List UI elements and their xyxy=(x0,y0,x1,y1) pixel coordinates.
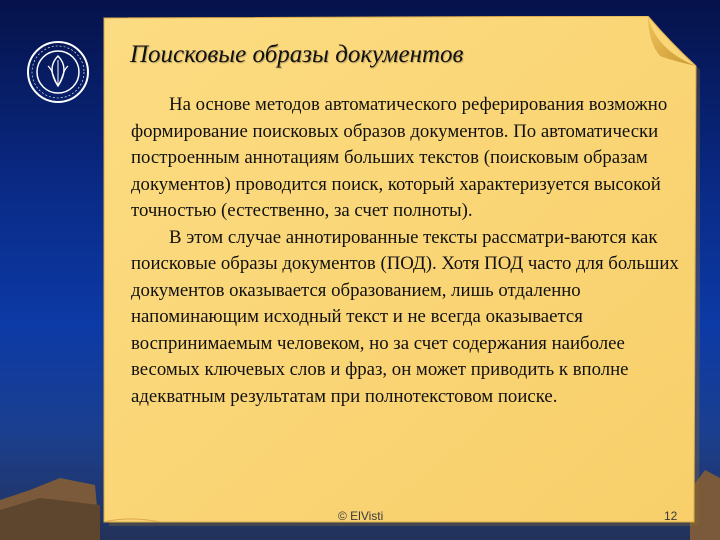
footer-copyright: © ElVisti xyxy=(338,509,384,523)
paragraph-1: На основе методов автоматического реферирования возможно формирование поисковых образов документов. По автоматически построенным аннотациям больших текстов (поисковым образам документов) проводится поиск, который характеризуется высокой точностью (естественно, за счет полноты). xyxy=(131,94,668,221)
page-number: 12 xyxy=(664,509,678,523)
university-seal-icon xyxy=(26,40,90,104)
paragraph-2: В этом случае аннотированные тексты рассматри-ваются как поисковые образы документов (ПОД). Хотя ПОД часто для больших документов оказывается образованием, лишь отдаленно напоминающим исходный текст и не всегда оказывается воспринимаемым человеком, но за счет содержания наиболее весомых ключевых слов и фраз, он может приводить к вполне адекватным результатам при полнотекстовом поиске. xyxy=(131,226,679,407)
slide-body xyxy=(131,92,691,410)
slide-title: Поисковые образы документов xyxy=(130,41,464,68)
